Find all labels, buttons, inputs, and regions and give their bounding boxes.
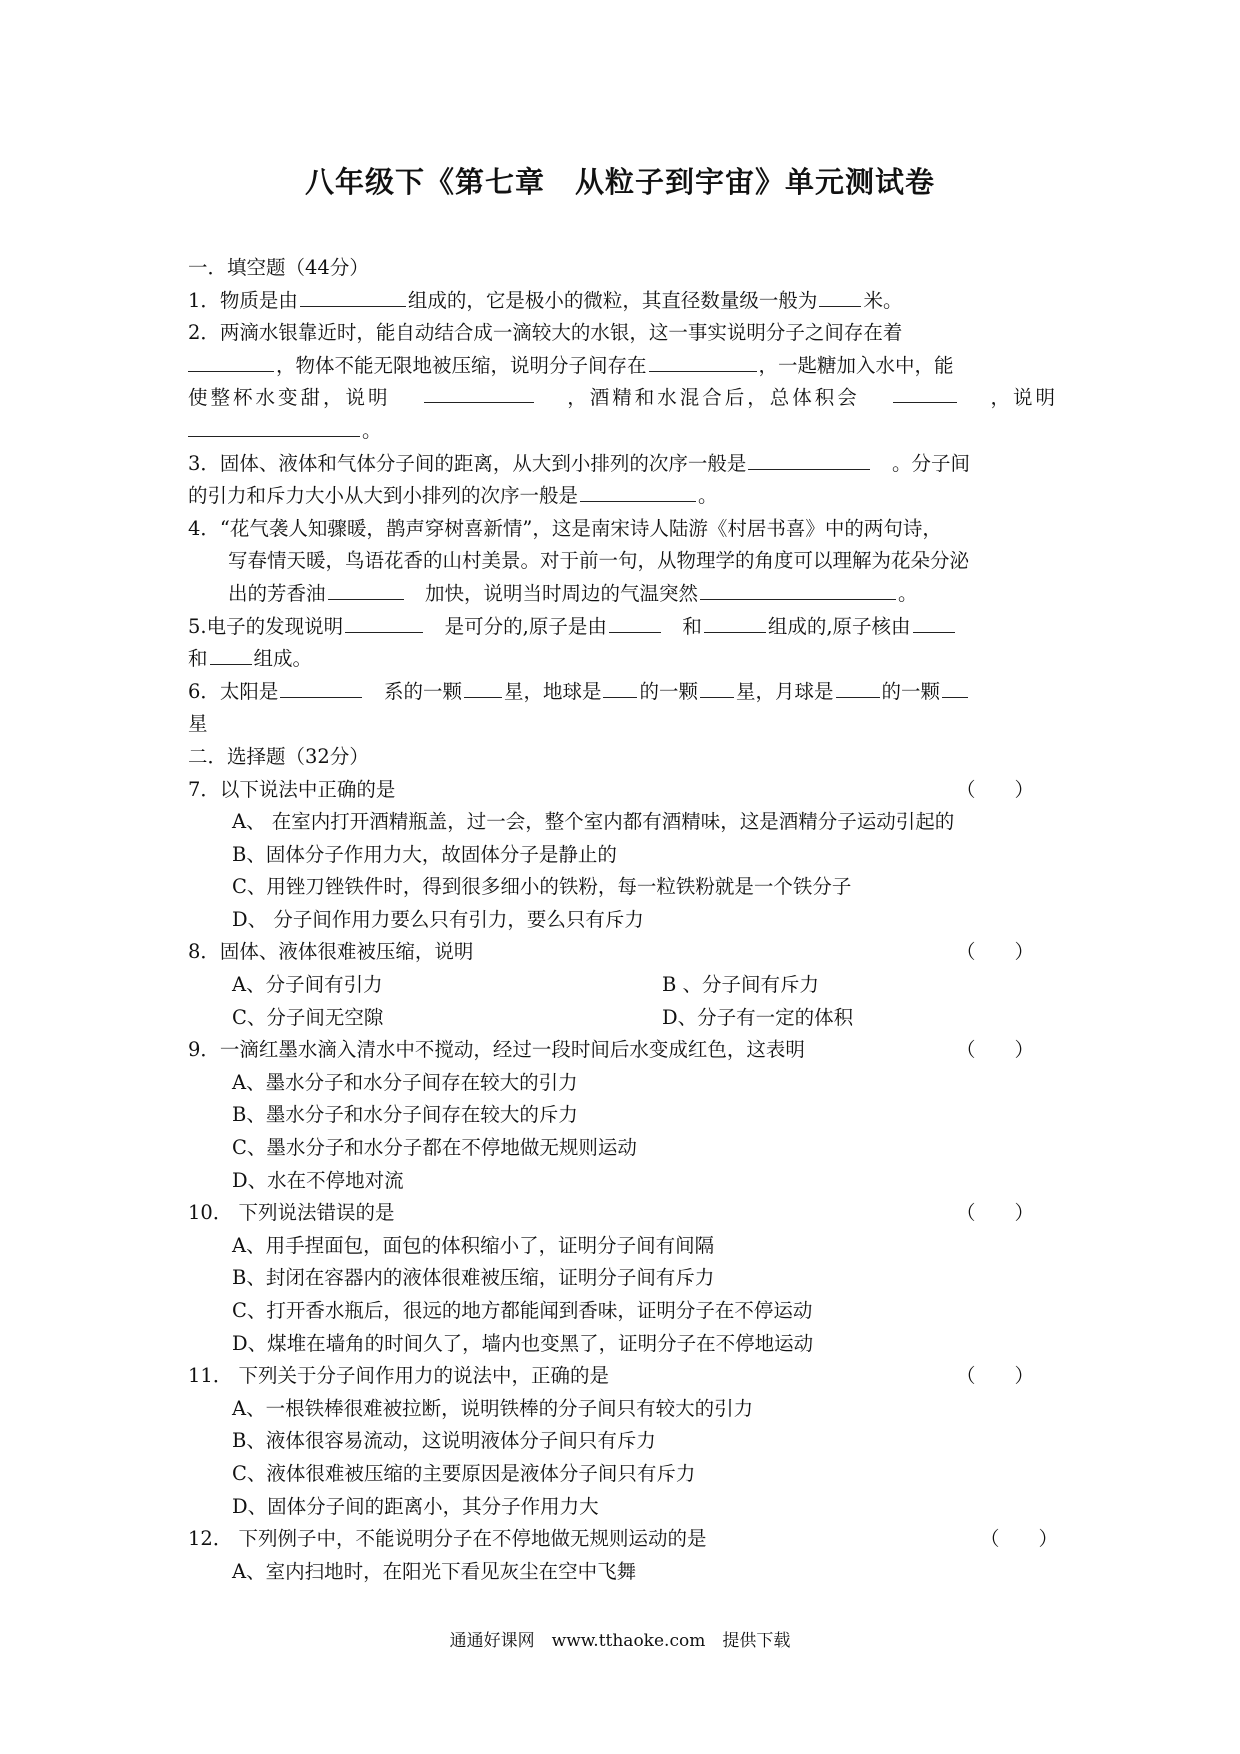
question-3-line-2: 的引力和斥力大小从大到小排列的次序一般是 。 (188, 480, 1058, 513)
question-2-line-3: 使整杯水变甜，说明 ，酒精和水混合后，总体积会 ，说明 (188, 382, 1058, 415)
answer-blank[interactable] (913, 612, 955, 633)
answer-parentheses[interactable]: （ ） (955, 1364, 1034, 1388)
answer-blank[interactable] (280, 677, 362, 698)
question-12-stem: 12． 下列例子中，不能说明分子在不停地做无规则运动的是 （ ） (188, 1523, 1058, 1556)
question-2-line-2: ，物体不能无限地被压缩，说明分子间存在 ，一匙糖加入水中，能 (188, 350, 1058, 383)
answer-blank[interactable] (649, 351, 757, 372)
page-footer: 通通好课网 www.tthaoke.com 提供下载 (449, 1631, 791, 1651)
answer-parentheses[interactable]: （ ） (979, 1527, 1058, 1551)
answer-parentheses[interactable]: （ ） (955, 1038, 1034, 1062)
question-6-line-1: 6．太阳是 系的一颗 星，地球是 的一颗 星，月球是 的一颗 (188, 676, 1058, 709)
option-12a[interactable]: A、室内扫地时，在阳光下看见灰尘在空中飞舞 (232, 1559, 637, 1583)
answer-blank[interactable] (704, 612, 766, 633)
options-8-row-1 (188, 969, 1058, 1002)
answer-blank[interactable] (893, 382, 957, 403)
option-10a[interactable]: A、用手捏面包，面包的体积缩小了，证明分子间有间隔 (232, 1233, 715, 1257)
option-7c[interactable]: C、用锉刀锉铁件时，得到很多细小的铁粉，每一粒铁粉就是一个铁分子 (232, 875, 852, 899)
option-9c[interactable]: C、墨水分子和水分子都在不停地做无规则运动 (232, 1136, 637, 1160)
question-5-line-2: 和 组成。 (188, 643, 1058, 676)
question-8-stem: 8．固体、液体很难被压缩，说明 （ ） (188, 936, 1058, 969)
answer-blank[interactable] (819, 286, 861, 307)
question-6-line-2: 星 (188, 712, 208, 736)
question-10-stem: 10． 下列说法错误的是 （ ） (188, 1197, 1058, 1230)
option-7b[interactable]: B、固体分子作用力大，故固体分子是静止的 (232, 842, 617, 866)
option-9a[interactable]: A、墨水分子和水分子间存在较大的引力 (232, 1070, 578, 1094)
option-9d[interactable]: D、水在不停地对流 (232, 1168, 404, 1192)
question-3-line-1: 3．固体、液体和气体分子间的距离，从大到小排列的次序一般是 。分子间 (188, 448, 1058, 481)
option-8a[interactable]: A、分子间有引力 (232, 973, 383, 997)
option-10b[interactable]: B、封闭在容器内的液体很难被压缩，证明分子间有斥力 (232, 1266, 715, 1290)
question-7-stem: 7．以下说法中正确的是 （ ） (188, 774, 1058, 807)
option-11b[interactable]: B、液体很容易流动，这说明液体分子间只有斥力 (232, 1429, 656, 1453)
section-heading-fill-in: 一．填空题（44分） (188, 256, 369, 279)
answer-blank[interactable] (188, 351, 274, 372)
answer-blank[interactable] (942, 677, 968, 698)
answer-blank[interactable] (603, 677, 637, 698)
options-8-row-2 (188, 1002, 1058, 1035)
section-heading-multiple-choice: 二．选择题（32分） (188, 744, 369, 768)
option-8d[interactable]: D、分子有一定的体积 (662, 1005, 854, 1029)
question-4-line-2: 写春情天暖，鸟语花香的山村美景。对于前一句，从物理学的角度可以理解为花朵分泌 (228, 549, 970, 573)
option-7a[interactable]: A、 在室内打开酒精瓶盖，过一会，整个室内都有酒精味，这是酒精分子运动引起的 (232, 810, 955, 834)
answer-blank[interactable] (836, 677, 880, 698)
answer-blank[interactable] (700, 677, 734, 698)
answer-parentheses[interactable]: （ ） (955, 777, 1034, 801)
answer-parentheses[interactable]: （ ） (955, 1201, 1034, 1225)
question-4-line-3: 出的芳香油 加快，说明当时周边的气温突然 。 (188, 578, 1058, 611)
answer-blank[interactable] (580, 481, 696, 502)
answer-blank[interactable] (700, 579, 896, 600)
option-11c[interactable]: C、液体很难被压缩的主要原因是液体分子间只有斥力 (232, 1461, 696, 1485)
option-8b[interactable]: B 、分子间有斥力 (662, 973, 820, 997)
option-8c[interactable]: C、分子间无空隙 (232, 1005, 384, 1029)
question-9-stem: 9．一滴红墨水滴入清水中不搅动，经过一段时间后水变成红色，这表明 （ ） (188, 1034, 1058, 1067)
question-1: 1．物质是由 组成的，它是极小的微粒，其直径数量级一般为 米。 (188, 285, 1058, 318)
answer-blank[interactable] (210, 644, 252, 665)
option-11a[interactable]: A、一根铁棒很难被拉断，说明铁棒的分子间只有较大的引力 (232, 1396, 754, 1420)
answer-blank[interactable] (609, 612, 661, 633)
option-7d[interactable]: D、 分子间作用力要么只有引力，要么只有斥力 (232, 907, 644, 931)
option-9b[interactable]: B、墨水分子和水分子间存在较大的斥力 (232, 1103, 578, 1127)
option-10d[interactable]: D、煤堆在墙角的时间久了，墙内也变黑了，证明分子在不停地运动 (232, 1331, 814, 1355)
option-11d[interactable]: D、固体分子间的距离小，其分子作用力大 (232, 1494, 599, 1518)
answer-blank[interactable] (464, 677, 502, 698)
question-2-line-1: 2．两滴水银靠近时，能自动结合成一滴较大的水银，这一事实说明分子之间存在着 (188, 321, 903, 345)
question-4-line-1: 4．“花气袭人知骤暖，鹊声穿树喜新情”，这是南宋诗人陆游《村居书喜》中的两句诗， (188, 516, 942, 540)
option-10c[interactable]: C、打开香水瓶后，很远的地方都能闻到香味，证明分子在不停运动 (232, 1299, 813, 1322)
exam-body (188, 252, 1058, 1588)
question-5-line-1: 5.电子的发现说明 是可分的,原子是由 和 组成的,原子核由 (188, 611, 1058, 644)
answer-blank[interactable] (748, 449, 870, 470)
question-11-stem: 11． 下列关于分子间作用力的说法中，正确的是 （ ） (188, 1360, 1058, 1393)
answer-parentheses[interactable]: （ ） (955, 940, 1034, 964)
answer-blank[interactable] (328, 579, 404, 600)
question-2-line-4: 。 (188, 415, 1058, 448)
answer-blank[interactable] (300, 286, 406, 307)
answer-blank[interactable] (345, 612, 423, 633)
answer-blank[interactable] (188, 416, 360, 437)
answer-blank[interactable] (424, 382, 534, 403)
page-title: 八年级下《第七章 从粒子到宇宙》单元测试卷 (304, 165, 935, 199)
